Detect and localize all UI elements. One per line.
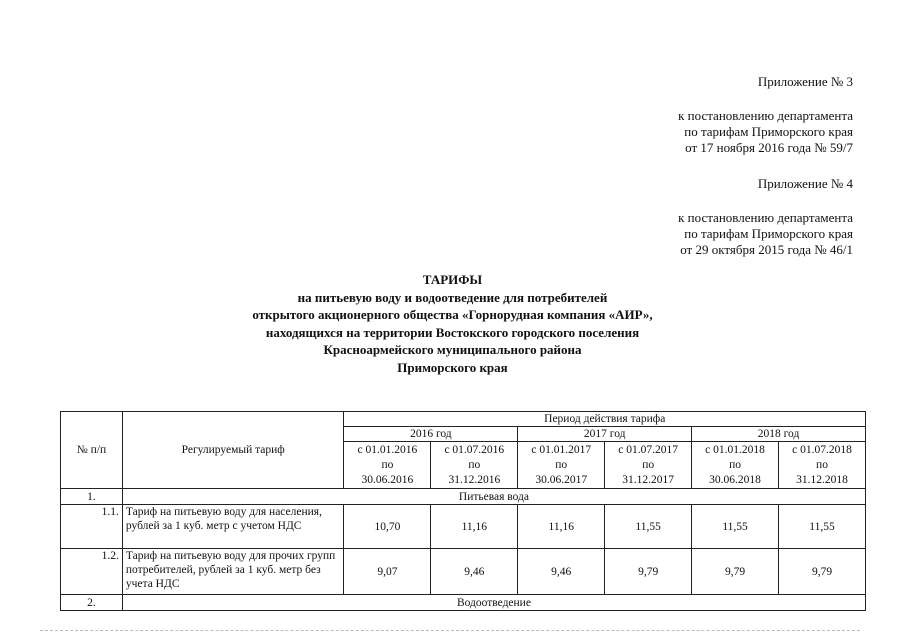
section-1-label: Питьевая вода [122,489,865,505]
period-from: с 01.07.2017 [618,443,678,456]
header-year-2018: 2018 год [692,427,866,442]
period-to: 31.12.2017 [622,473,675,486]
header-period-1 [344,442,431,489]
table-row [61,505,866,549]
row-2-value-5: 9,79 [692,549,779,595]
period-from: с 01.07.2016 [444,443,505,456]
period-po: по [555,458,568,471]
section-2-label: Водоотведение [122,595,865,611]
table-row-section-2 [61,595,866,611]
row-1-value-4: 11,55 [605,505,692,549]
row-1-num: 1.1. [61,505,123,549]
table-row-section-1 [61,489,866,505]
header-year-2017: 2017 год [518,427,692,442]
title-line-3: находящихся на территории Востокского городского поселения [265,324,640,340]
document-title [0,271,905,376]
header-period-2 [431,442,518,489]
row-1-value-6: 11,55 [779,505,866,549]
row-2-value-6: 9,79 [779,549,866,595]
header-period-5 [692,442,779,489]
row-1-label: Тариф на питьевую воду для населения, рублей за 1 куб. метр с учетом НДС [122,505,344,549]
row-2-num: 1.2. [61,549,123,595]
row-2-value-2: 9,46 [431,549,518,595]
period-po: по [381,458,394,471]
table-row [61,549,866,595]
period-po: по [816,458,828,471]
annex-4-reference [643,210,853,258]
annex-3-line-3: от 17 ноября 2016 года № 59/7 [685,140,853,155]
annex-4-line-2: по тарифам Приморского края [684,226,853,241]
title-line-2: открытого акционерного общества «Горнорудная компания «АИР», [252,307,653,322]
row-2-value-1: 9,07 [344,549,431,595]
row-1-value-5: 11,55 [692,505,779,549]
period-po: по [729,458,741,471]
row-1-value-2: 11,16 [431,505,518,549]
header-tariff: Регулируемый тариф [122,412,344,489]
row-2-label: Тариф на питьевую воду для прочих групп потребителей, рублей за 1 куб. метр без учета НДС [122,549,344,595]
header-year-2016: 2016 год [344,427,518,442]
period-po: по [642,458,655,471]
period-from: с 01.01.2018 [705,443,765,456]
header-num: № п/п [61,412,123,489]
annex-3-header [643,74,853,156]
annex-4-line-3: от 29 октября 2015 года № 46/1 [680,242,853,257]
header-period: Период действия тарифа [344,412,866,427]
title-main: ТАРИФЫ [422,272,483,287]
period-to: 30.06.2018 [709,473,761,486]
annex-3-line-1: к постановлению департамента [678,108,853,123]
tariff-table [60,411,866,611]
period-from: с 01.07.2018 [792,443,852,456]
section-1-num: 1. [61,489,123,505]
scan-edge-divider [40,630,860,632]
period-to: 30.06.2016 [361,473,414,486]
period-from: с 01.01.2017 [531,443,592,456]
section-2-num: 2. [61,595,123,611]
period-to: 30.06.2017 [535,473,588,486]
annex-3-reference [643,108,853,156]
annex-3-line-2: по тарифам Приморского края [684,124,853,139]
annex-4-line-1: к постановлению департамента [678,210,853,225]
header-period-4 [605,442,692,489]
period-to: 31.12.2016 [448,473,501,486]
annex-3-title: Приложение № 3 [757,74,853,89]
row-1-value-1: 10,70 [344,505,431,549]
annex-4-title: Приложение № 4 [757,176,853,191]
period-from: с 01.01.2016 [357,443,418,456]
period-po: по [468,458,481,471]
row-2-value-3: 9,46 [518,549,605,595]
title-line-4: Красноармейского муниципального района [323,342,582,357]
period-to: 31.12.2018 [796,473,848,486]
title-line-5: Приморского края [397,359,508,375]
row-2-value-4: 9,79 [605,549,692,595]
header-period-6 [779,442,866,489]
header-period-3 [518,442,605,489]
annex-4-header [643,176,853,258]
row-1-value-3: 11,16 [518,505,605,549]
title-line-1: на питьевую воду и водоотведение для потребителей [297,289,608,305]
